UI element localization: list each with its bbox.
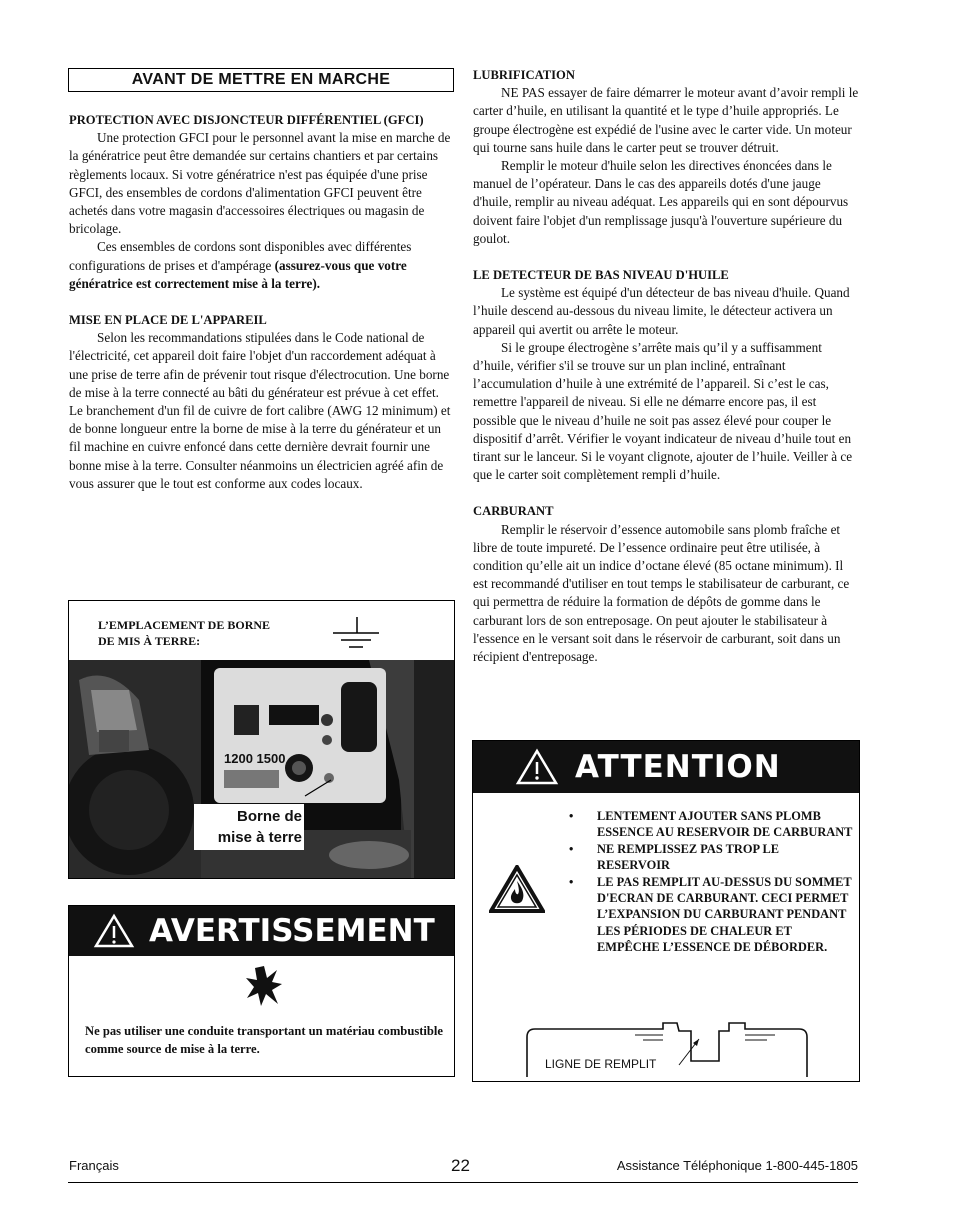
- attention-title: ATTENTION: [575, 749, 781, 785]
- gfci-paragraph-2-text: Ces ensembles de cordons sont disponibles avec différentes configurations de prises et d'ampérage: [69, 239, 412, 273]
- lubrification-heading: LUBRIFICATION: [473, 68, 575, 82]
- panel-wattage-text: 1200 1500: [224, 751, 286, 766]
- mise-paragraph: Selon les recommandations stipulées dans le Code national de l'électricité, cet appareil doit faire l'objet d'un raccordement adéquat à une prise de terre afin de prévenir tout risque d'électrocution. Une borne de mise à la terre connecté au bâti du générateur est prévue à cet effet. Le branchement d'un fil de cuivre de fort calibre (AWG 12 minimum) et de bonne longueur entre la borne de mise à la terre du générateur et un fil machine en cuivre enfoncé dans cette dernière devrait fournir une bonne mise à la terre. Consulter néanmoins un électricien agréé afin de vous assurer que le tout est conforme aux codes locaux.: [69, 330, 451, 491]
- lubrification-paragraph-2: Remplir le moteur d'huile selon les directives énoncées dans le manuel de l’opérateur. Dans le cas des appareils dotés d'une jauge d'huile, remplir au niveau adéquat. Les appareils qui en sont dépourvus doivent faire l'objet d'un remplissage jusqu'à l'ouverture supérieure du goulot.: [473, 158, 849, 246]
- section-title: AVANT DE METTRE EN MARCHE: [68, 68, 454, 92]
- carburant-heading: CARBURANT: [473, 504, 554, 519]
- flammable-icon: [489, 865, 545, 913]
- detecteur-paragraph-2: Si le groupe électrogène s’arrête mais qu’il y a suffisamment d’huile, vérifier s'il se trouve sur un plan incliné, entraînant l’accumulation d’huile à une extrémité de l’appareil. Si c’est le cas, remettre l'appareil de niveau. Si elle ne démarre encore pas, il est possible que le niveau d’huile ne soit pas assez élevé pour couper le dispositif d’arrêt. Vérifier le voyant indicateur de niveau d’huile tout en tirant sur le lanceur. Si le voyant clignote, ajouter de l’huile. Veiller à ce que le carter soit complètement rempli d’huile.: [473, 339, 853, 483]
- figure-caption-line-2: DE MIS À TERRE:: [98, 634, 201, 648]
- gfci-paragraph-1: Une protection GFCI pour le personnel avant la mise en marche de la génératrice peut être demandée sur certains chantiers et par certains règlements locaux. Si votre génératrice n'est pas équipée d'une prise GFCI, des ensembles de cordons d'alimentation GFCI peuvent être achetés dans votre magasin d'accessoires électriques ou magasin de bricolage.: [69, 130, 451, 237]
- avertissement-banner: [69, 906, 454, 956]
- attention-banner: [473, 741, 859, 793]
- footer-assistance: Assistance Téléphonique 1-800-445-1805: [616, 1158, 858, 1173]
- mise-heading: MISE EN PLACE DE L'APPAREIL: [69, 313, 267, 328]
- figure-caption-line-1: L’EMPLACEMENT DE BORNE: [98, 618, 271, 632]
- attention-box: [472, 740, 860, 1082]
- carburant-paragraph: Remplir le réservoir d’essence automobile sans plomb fraîche et libre de toute impureté. De l’essence ordinaire peut être utilisée, à condition qu’elle ait un indice d’octane élevé (85 octane minimum). Il est recommandé d'utiliser en tout temps le stabilisateur de carburant, ce qui permettra de réduire la formation de dépôts de gomme dans le carburant lors de son entreposage. On peut ajouter le stabilisateur à l'essence en le versant soit dans le réservoir de carburant, soit dans un récipient d'entreposage.: [473, 521, 850, 665]
- callout-line-1: Borne de: [236, 808, 302, 825]
- gfci-paragraph-2-bold: (assurez-vous que votre génératrice est correctement mise à la terre).: [69, 257, 407, 291]
- attention-bullet-3: • LE PAS REMPLIT AU-DESSUS DU SOMMET D'ECRAN DE CARBURANT. CECI PERMET L’EXPANSION DU CARBURANT PENDANT LES PÉRIODES DE CHALEUR ET EMPÊCHE L’ESSENCE DE DÉBORDER.: [569, 874, 855, 956]
- avertissement-text: Ne pas utiliser une conduite transportant un matériau combustible comme source de mise à la terre.: [85, 1024, 444, 1056]
- right-column: [473, 66, 859, 666]
- page-number: 22: [451, 1156, 470, 1175]
- attention-bullet-1: • LENTEMENT AJOUTER SANS PLOMB ESSENCE AU RESERVOIR DE CARBURANT: [569, 808, 855, 841]
- fill-line-label: LIGNE DE REMPLIT: [545, 1057, 657, 1071]
- ground-symbol-icon: [331, 617, 381, 653]
- lubrification-paragraph-1: NE PAS essayer de faire démarrer le moteur avant d’avoir rempli le carter d’huile, en utilisant la quantité et le type d’huile appropriés. Le groupe électrogène est expédié de l'usine avec le carter vide. Un moteur qui tourne sans huile dans le carter peut se trouver détruit.: [473, 85, 859, 155]
- avertissement-box: [68, 905, 455, 1077]
- avertissement-title: AVERTISSEMENT: [149, 913, 435, 949]
- callout-line-2: mise à terre: [217, 829, 302, 846]
- detecteur-heading: LE DETECTEUR DE BAS NIVEAU D'HUILE: [473, 268, 729, 283]
- ground-terminal-callout: [194, 804, 304, 850]
- attention-bullets: [569, 808, 855, 956]
- gfci-heading: PROTECTION AVEC DISJONCTEUR DIFFÉRENTIEL (GFCI): [69, 113, 424, 127]
- left-column: [69, 111, 453, 493]
- attention-bullet-2: • NE REMPLISSEZ PAS TROP LE RESERVOIR: [569, 841, 855, 874]
- figure-caption: [98, 617, 270, 649]
- warning-triangle-icon: [515, 748, 559, 786]
- warning-triangle-icon: [93, 913, 135, 949]
- gfci-paragraph-2: [69, 238, 453, 293]
- explosion-icon: [245, 964, 283, 1008]
- footer-rule: [68, 1182, 858, 1183]
- grounding-figure: [68, 600, 455, 879]
- footer-language: Français: [69, 1158, 119, 1173]
- detecteur-paragraph-1: Le système est équipé d'un détecteur de bas niveau d'huile. Quand l’huile descend au-dessous du niveau limite, le détecteur activera un appareil qui avertit ou arrête le moteur.: [473, 285, 850, 337]
